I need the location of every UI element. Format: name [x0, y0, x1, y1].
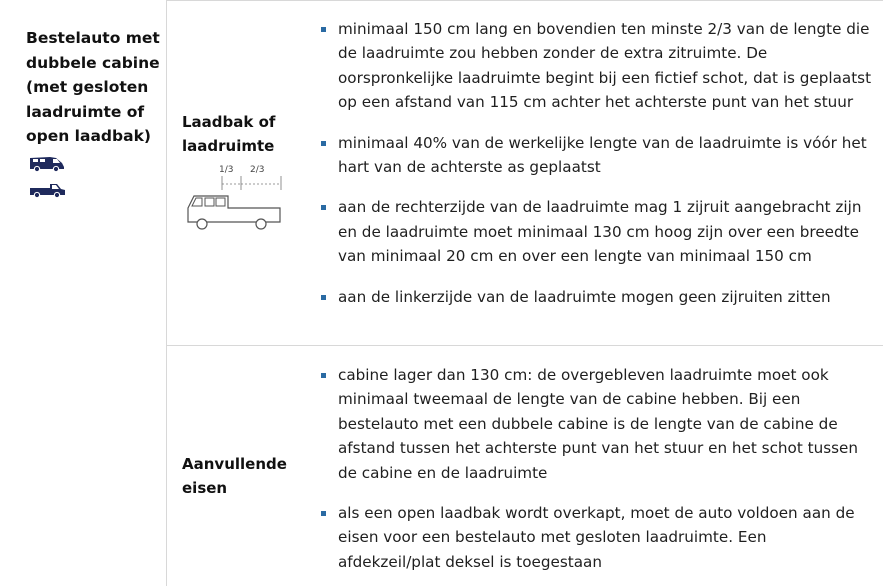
fraction-label-left: 1/3: [219, 165, 234, 175]
fraction-label-right: 2/3: [250, 165, 265, 175]
additional-requirements-list: [320, 363, 872, 574]
pickup-truck-icon: [28, 180, 66, 198]
laadbak-requirements-list: [320, 17, 872, 309]
row-divider-top: [166, 0, 883, 1]
list-item: cabine lager dan 130 cm: de overgebleven laadruimte moet ook minimaal tweemaal de lengte van de cabine hebben. Bij een bestelauto met een dubbele cabine is de lengte van de cabine de afstand tussen het achterste punt van het stuur en het schot tussen de cabine en de laadruimte: [320, 363, 872, 485]
laadruimte-diagram: [184, 162, 284, 240]
vehicle-icons: [28, 154, 66, 206]
vehicle-category-column: [0, 0, 166, 586]
list-item: minimaal 150 cm lang en bovendien ten minste 2/3 van de lengte die de laadruimte zou hebben zonder de extra zitruimte. De oorspronkelijke laadruimte begint bij een fictief schot, dat is geplaatst op een afstand van 115 cm achter het achterste punt van het stuur: [320, 17, 872, 115]
list-item: minimaal 40% van de werkelijke lengte van de laadruimte is vóór het hart van de achterste as geplaatst: [320, 131, 872, 180]
list-item: als een open laadbak wordt overkapt, moet de auto voldoen aan de eisen voor een bestelauto met gesloten laadruimte. Een afdekzeil/plat deksel is toegestaan: [320, 501, 872, 574]
van-icon: [28, 154, 66, 172]
column-divider: [166, 0, 167, 586]
section-label-laadbak: Laadbak of laadruimte: [182, 113, 276, 155]
list-item: aan de rechterzijde van de laadruimte mag 1 zijruit aangebracht zijn en de laadruimte moet minimaal 130 cm hoog zijn over een breedte van minimaal 20 cm en over een lengte van minimaal 150 cm: [320, 195, 872, 268]
vehicle-category-title: Bestelauto met dubbele cabine (met gesloten laadruimte of open laadbak): [26, 29, 160, 145]
list-item: aan de linkerzijde van de laadruimte mogen geen zijruiten zitten: [320, 285, 872, 309]
row-divider-middle: [166, 345, 883, 346]
section-label-aanvullende-eisen: Aanvullende eisen: [182, 455, 287, 497]
